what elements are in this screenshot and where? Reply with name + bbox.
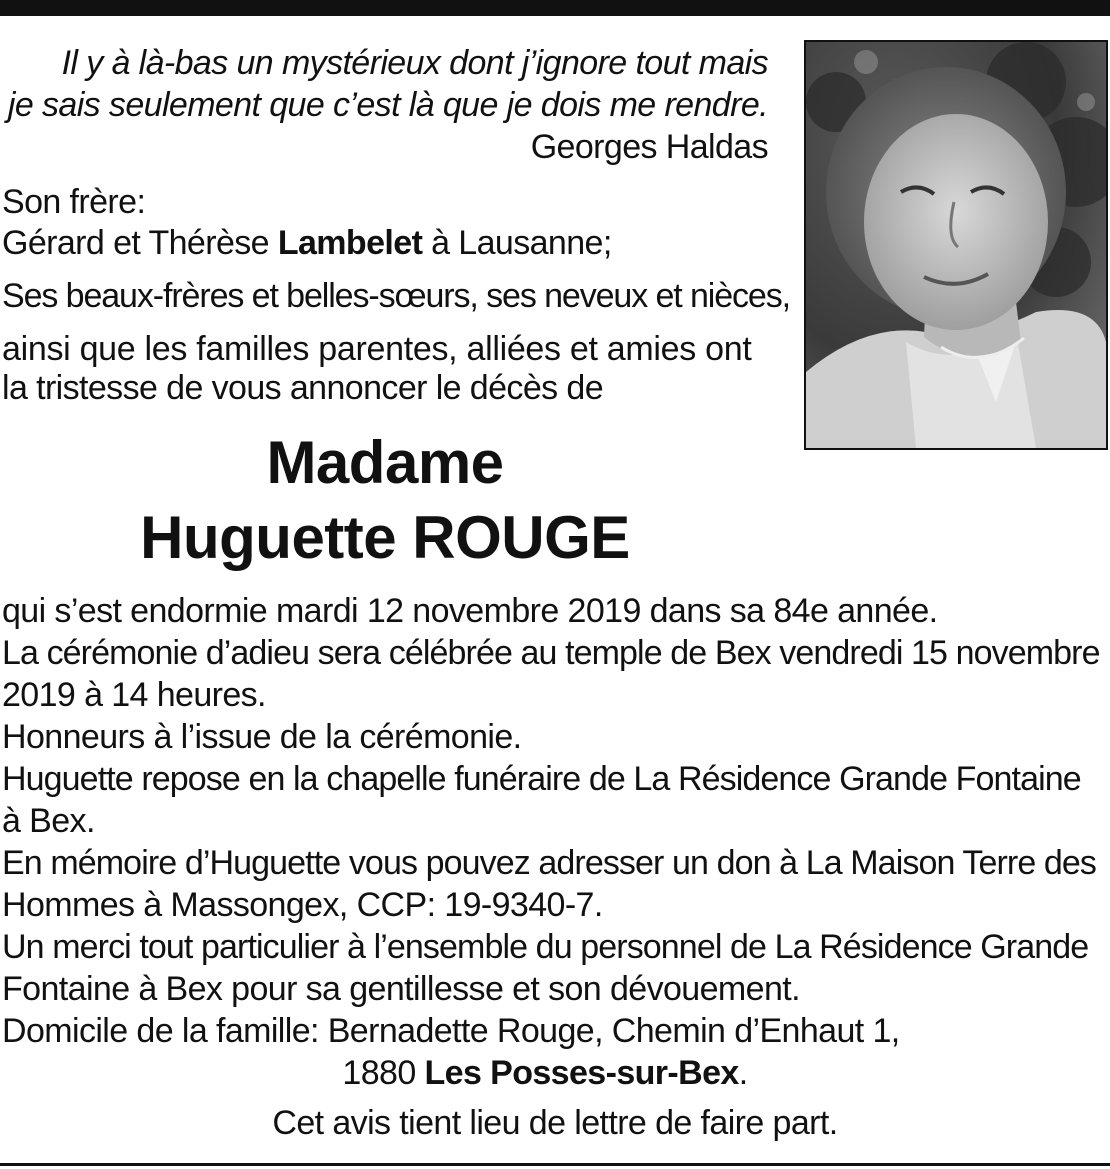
- quote-author: Georges Haldas: [530, 128, 768, 166]
- details-line-4: Honneurs à l’issue de la cérémonie.: [2, 718, 522, 756]
- details-line-3: 2019 à 14 heures.: [2, 676, 266, 714]
- brother-label: Son frère:: [2, 183, 146, 221]
- bottom-rule: [0, 1163, 1110, 1166]
- deceased-name: Huguette ROUGE: [140, 504, 630, 571]
- details-line-9: Un merci tout particulier à l’ensemble du personnel de La Résidence Grande: [2, 928, 1089, 966]
- details-line-2: La cérémonie d’adieu sera célébrée au temple de Bex vendredi 15 novembre: [2, 634, 1100, 672]
- top-rule: [0, 0, 1110, 16]
- quote-line-1: Il y à là-bas un mystérieux dont j’ignore tout mais: [61, 44, 768, 82]
- address-postcode: 1880: [342, 1054, 425, 1092]
- details-line-11: Domicile de la famille: Bernadette Rouge, Chemin d’Enhaut 1,: [2, 1012, 900, 1050]
- brother-prefix: Gérard et Thérèse: [2, 224, 278, 262]
- footer-notice: Cet avis tient lieu de lettre de faire part.: [272, 1104, 838, 1142]
- details-line-1: qui s’est endormie mardi 12 novembre 2019 dans sa 84e année.: [2, 592, 938, 630]
- brother-surname: Lambelet: [277, 224, 423, 262]
- details-line-7: En mémoire d’Huguette vous pouvez adresser un don à La Maison Terre des: [2, 844, 1097, 882]
- families-line-2: la tristesse de vous annoncer le décès de: [2, 369, 603, 407]
- details-line-8: Hommes à Massongex, CCP: 19-9340-7.: [2, 886, 603, 924]
- brother-line: [2, 224, 612, 262]
- address-line: [0, 1054, 1090, 1092]
- details-line-5: Huguette repose en la chapelle funéraire de La Résidence Grande Fontaine: [2, 760, 1081, 798]
- details-line-6: à Bex.: [2, 802, 95, 840]
- families-line-1: ainsi que les familles parentes, alliées et amies ont: [2, 330, 752, 368]
- address-city: Les Posses-sur-Bex: [424, 1054, 739, 1092]
- address-period: .: [738, 1054, 748, 1092]
- inlaws-line: Ses beaux-frères et belles-sœurs, ses neveux et nièces,: [2, 277, 790, 315]
- details-line-10: Fontaine à Bex pour sa gentillesse et son dévouement.: [2, 970, 800, 1008]
- deceased-title: Madame: [266, 429, 504, 496]
- brother-suffix: à Lausanne;: [422, 224, 612, 262]
- portrait-photo: [804, 40, 1108, 450]
- quote-line-2: je sais seulement que c’est là que je dois me rendre.: [7, 86, 768, 124]
